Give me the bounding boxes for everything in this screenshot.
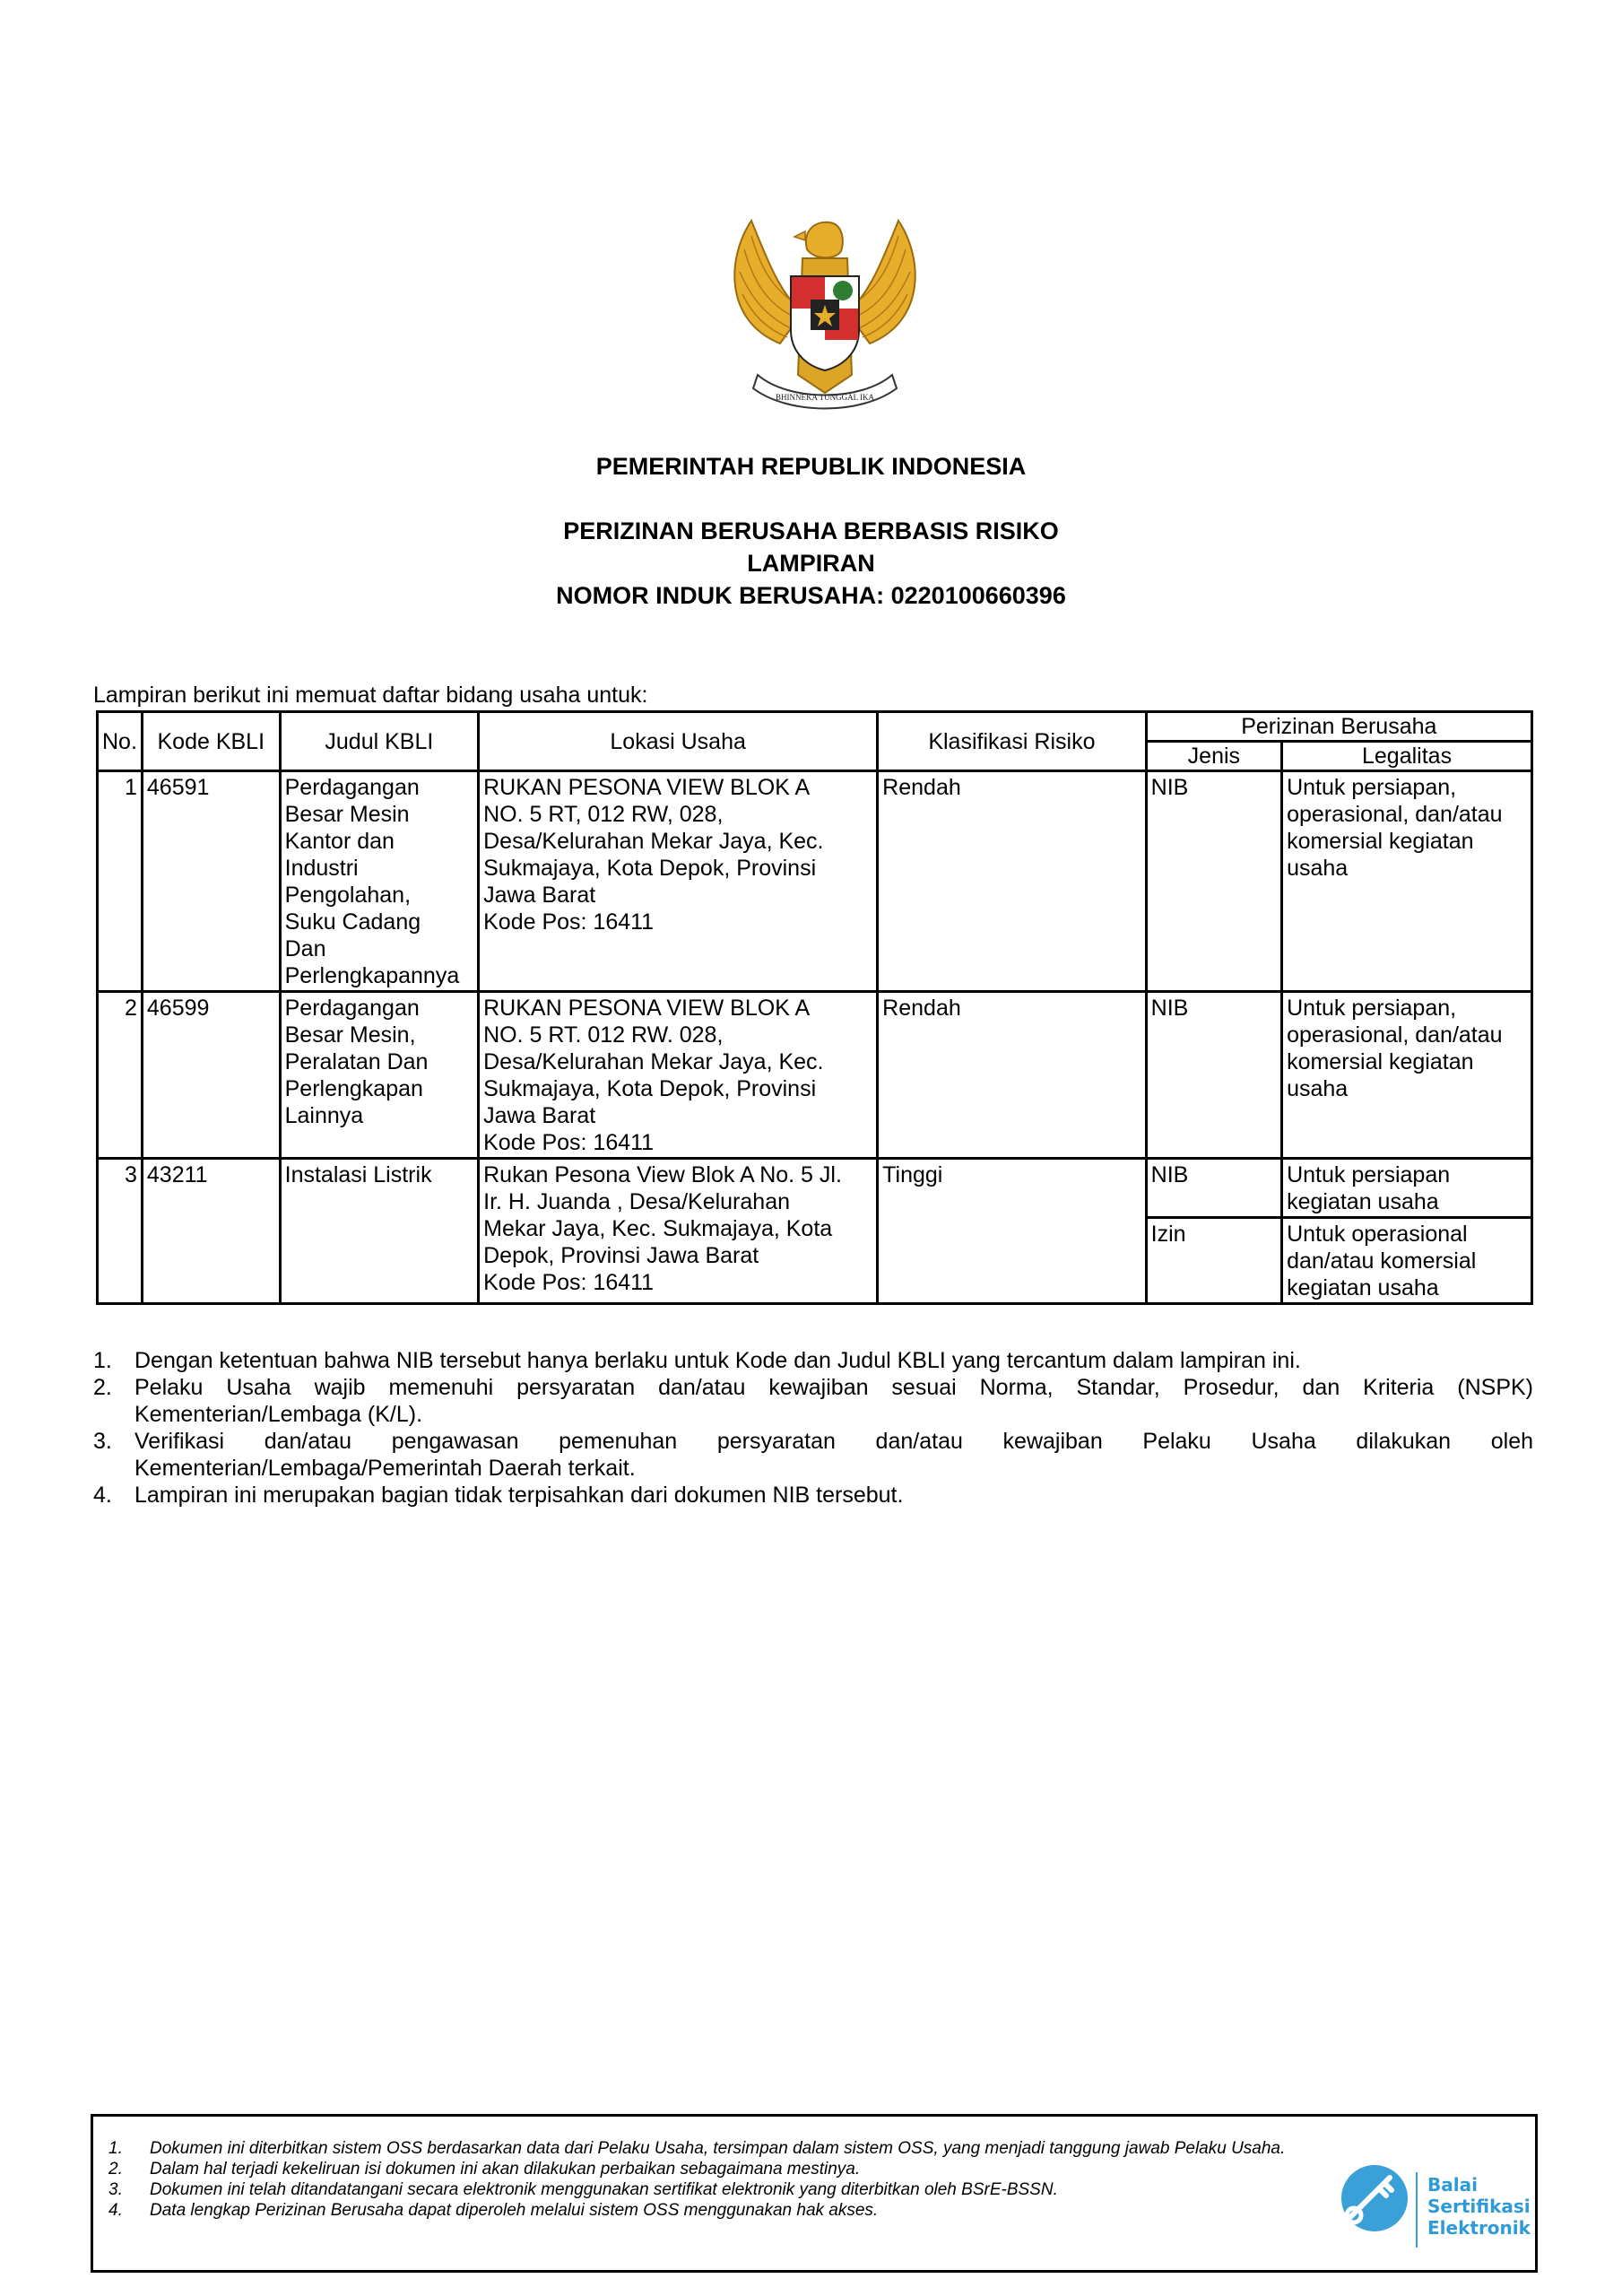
cell-line: Besar Mesin — [284, 802, 410, 827]
bsre-line: Sertifikasi — [1427, 2196, 1531, 2217]
footer-note-number: 3. — [108, 2180, 123, 2199]
cell-line: kegiatan usaha — [1287, 1275, 1439, 1300]
footer-note-text: Data lengkap Perizinan Berusaha dapat diperoleh melalui sistem OSS menggunakan hak akses. — [150, 2201, 879, 2220]
cell-jenis: NIB — [1146, 992, 1281, 1159]
col-header-perizinan: Perizinan Berusaha — [1146, 712, 1531, 742]
cell-line: Rukan Pesona View Blok A No. 5 Jl. — [483, 1162, 842, 1187]
note-item — [93, 1374, 1533, 1428]
document-subtitle: LAMPIRAN — [747, 550, 875, 577]
cell-no: 2 — [98, 992, 143, 1159]
cell-line: NO. 5 RT, 012 RW, 028, — [483, 802, 724, 827]
cell-jenis: NIB — [1146, 771, 1281, 992]
col-header-klasifikasi: Klasifikasi Risiko — [878, 712, 1146, 771]
note-number: 2. — [93, 1375, 112, 1400]
cell-line: Kode Pos: 16411 — [483, 909, 655, 935]
document-title-block — [0, 515, 1622, 612]
col-header-kode: Kode KBLI — [142, 712, 280, 771]
document-title: PERIZINAN BERUSAHA BERBASIS RISIKO — [563, 517, 1059, 544]
note-item — [93, 1482, 1533, 1509]
note-text: Dengan ketentuan bahwa NIB tersebut hanya berlaku untuk Kode dan Judul KBLI yang tercantum dalam lampiran ini. — [134, 1348, 1301, 1373]
bsre-logo-text — [1427, 2174, 1531, 2239]
cell-judul-kbli — [280, 1159, 479, 1304]
cell-lokasi-usaha — [479, 771, 878, 992]
cell-line: dan/atau komersial — [1287, 1248, 1477, 1274]
cell-line: RUKAN PESONA VIEW BLOK A — [483, 996, 811, 1021]
cell-no: 1 — [98, 771, 143, 992]
footer-note-text: Dokumen ini diterbitkan sistem OSS berdasarkan data dari Pelaku Usaha, tersimpan dalam sistem OSS, yang menjadi tanggung jawab Pelaku Usaha. — [150, 2139, 1286, 2158]
cell-kode-kbli: 46591 — [142, 771, 280, 992]
garuda-emblem — [717, 196, 932, 415]
note-text: Pelaku Usaha wajib memenuhi persyaratan dan/atau kewajiban sesuai Norma, Standar, Prosedur, dan Kriteria (NSPK) Kementerian/Lembaga (K/L). — [134, 1375, 1533, 1427]
table-row — [98, 771, 1532, 992]
cell-line: Sukmajaya, Kota Depok, Provinsi — [483, 1076, 817, 1101]
footer-notes-list — [108, 2138, 1328, 2221]
government-heading: PEMERINTAH REPUBLIK INDONESIA — [595, 453, 1027, 480]
cell-line: Industri — [284, 856, 359, 881]
note-number: 3. — [93, 1429, 112, 1454]
cell-line: Peralatan Dan — [284, 1049, 429, 1074]
cell-klasifikasi-risiko: Tinggi — [878, 1159, 1146, 1304]
cell-line: operasional, dan/atau — [1287, 802, 1503, 827]
cell-line: Kantor dan — [284, 829, 395, 854]
cell-legalitas — [1282, 992, 1532, 1159]
note-item — [93, 1428, 1533, 1482]
cell-klasifikasi-risiko: Rendah — [878, 771, 1146, 992]
col-header-judul: Judul KBLI — [280, 712, 479, 771]
cell-legalitas — [1282, 771, 1532, 992]
bsre-divider — [1416, 2172, 1418, 2248]
footer-note-number: 1. — [108, 2139, 123, 2158]
cell-line: komersial kegiatan — [1287, 829, 1474, 854]
cell-line: Depok, Provinsi Jawa Barat — [483, 1243, 759, 1268]
cell-lokasi-usaha — [479, 992, 878, 1159]
cell-line: usaha — [1287, 1076, 1349, 1101]
footer-note-number: 4. — [108, 2201, 123, 2220]
footer-note-item — [108, 2179, 1328, 2200]
bsre-logo — [1311, 2133, 1535, 2248]
bsre-line: Elektronik — [1427, 2217, 1531, 2239]
footer-note-number: 2. — [108, 2160, 123, 2179]
col-header-no: No. — [98, 712, 143, 771]
nib-number: NOMOR INDUK BERUSAHA: 0220100660396 — [556, 582, 1066, 609]
footer-note-item — [108, 2159, 1328, 2179]
cell-line: Perlengkapan — [284, 1076, 423, 1101]
cell-line: Instalasi Listrik — [284, 1162, 432, 1187]
cell-line: Kode Pos: 16411 — [483, 1130, 655, 1155]
footer-note-item — [108, 2200, 1328, 2221]
intro-text: Lampiran berikut ini memuat daftar bidang usaha untuk: — [93, 683, 648, 708]
bsre-key-icon — [1340, 2163, 1409, 2233]
cell-line: Perlengkapannya — [284, 963, 460, 988]
cell-line: Jawa Barat — [483, 883, 596, 908]
col-header-jenis: Jenis — [1146, 742, 1281, 771]
note-item — [93, 1347, 1533, 1374]
cell-line: Untuk operasional — [1287, 1222, 1468, 1247]
cell-line: Desa/Kelurahan Mekar Jaya, Kec. — [483, 1049, 824, 1074]
cell-lokasi-usaha — [479, 1159, 878, 1304]
cell-line: Ir. H. Juanda , Desa/Kelurahan — [483, 1189, 790, 1214]
cell-line: usaha — [1287, 856, 1349, 881]
note-number: 1. — [93, 1348, 112, 1373]
svg-text:BHINNEKA TUNGGAL IKA: BHINNEKA TUNGGAL IKA — [776, 393, 874, 402]
col-header-lokasi: Lokasi Usaha — [479, 712, 878, 771]
cell-jenis: Izin — [1146, 1218, 1281, 1304]
note-text: Verifikasi dan/atau pengawasan pemenuhan persyaratan dan/atau kewajiban Pelaku Usaha dilakukan oleh Kementerian/Lembaga/Pemerintah Daerah terkait. — [134, 1429, 1533, 1481]
cell-legalitas — [1282, 1159, 1532, 1218]
cell-line: Lainnya — [284, 1103, 364, 1128]
cell-judul-kbli — [280, 992, 479, 1159]
cell-line: komersial kegiatan — [1287, 1049, 1474, 1074]
table-row — [98, 992, 1532, 1159]
footer-note-text: Dalam hal terjadi kekeliruan isi dokumen ini akan dilakukan perbaikan sebagaimana mestinya. — [150, 2160, 861, 2179]
note-number: 4. — [93, 1483, 112, 1508]
cell-line: Untuk persiapan — [1287, 1162, 1451, 1187]
footer-note-item — [108, 2138, 1328, 2159]
cell-line: Untuk persiapan, — [1287, 775, 1457, 800]
footer-note-text: Dokumen ini telah ditandatangani secara elektronik menggunakan sertifikat elektronik yang diterbitkan oleh BSrE-BSSN. — [150, 2180, 1058, 2199]
cell-line: Kode Pos: 16411 — [483, 1270, 655, 1295]
cell-line: Mekar Jaya, Kec. Sukmajaya, Kota — [483, 1216, 833, 1241]
cell-judul-kbli — [280, 771, 479, 992]
cell-klasifikasi-risiko: Rendah — [878, 992, 1146, 1159]
garuda-pancasila-icon — [717, 196, 932, 415]
cell-line: Perdagangan — [284, 996, 420, 1021]
cell-line: Desa/Kelurahan Mekar Jaya, Kec. — [483, 829, 824, 854]
business-field-table — [96, 710, 1533, 1305]
cell-line: Pengolahan, — [284, 883, 412, 908]
note-text: Lampiran ini merupakan bagian tidak terpisahkan dari dokumen NIB tersebut. — [134, 1483, 904, 1508]
cell-line: Dan — [284, 936, 326, 961]
cell-line: kegiatan usaha — [1287, 1189, 1439, 1214]
table-row — [98, 1159, 1532, 1218]
cell-line: Suku Cadang — [284, 909, 421, 935]
bsre-line: Balai — [1427, 2174, 1478, 2196]
cell-legalitas — [1282, 1218, 1532, 1304]
cell-line: NO. 5 RT. 012 RW. 028, — [483, 1022, 724, 1048]
cell-line: operasional, dan/atau — [1287, 1022, 1503, 1048]
cell-jenis: NIB — [1146, 1159, 1281, 1218]
cell-line: Untuk persiapan, — [1287, 996, 1457, 1021]
table-body — [98, 771, 1532, 1304]
col-header-legalitas: Legalitas — [1282, 742, 1532, 771]
cell-line: Jawa Barat — [483, 1103, 596, 1128]
cell-line: Perdagangan — [284, 775, 420, 800]
notes-list — [93, 1347, 1533, 1509]
cell-line: Besar Mesin, — [284, 1022, 416, 1048]
cell-kode-kbli: 46599 — [142, 992, 280, 1159]
cell-line: RUKAN PESONA VIEW BLOK A — [483, 775, 811, 800]
cell-no: 3 — [98, 1159, 143, 1304]
table-header-row — [98, 712, 1532, 742]
cell-line: Sukmajaya, Kota Depok, Provinsi — [483, 856, 817, 881]
cell-kode-kbli: 43211 — [142, 1159, 280, 1304]
